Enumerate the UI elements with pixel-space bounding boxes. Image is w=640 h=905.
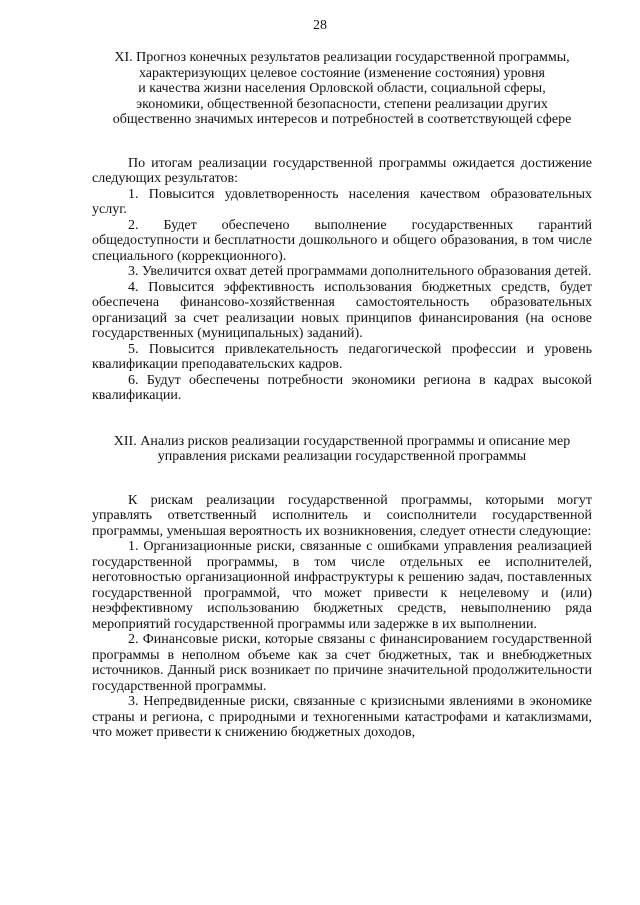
heading-line: XI. Прогноз конечных результатов реализации государственной программы, [114,50,570,65]
section-11-item-3: 3. Увеличится охват детей программами дополнительного образования детей. [128,264,592,279]
section-11-item-4: 4. Повысится эффективность использования бюджетных средств, будет обеспечена финансово-хозяйственная самостоятельность образовательных организаций за счет реализации новых принципов финансирования (на основе государственных (муниципальных) заданий). [92,279,592,341]
section-11-item-1: 1. Повысится удовлетворенность населения качеством образовательных услуг. [92,186,592,217]
section-11-intro: По итогам реализации государственной программы ожидается достижение следующих результатов: [92,155,592,186]
section-12-item-1: 1. Организационные риски, связанные с ошибками управления реализацией государственной программы, в том числе отдельных ее исполнителей, неготовностью организационной инфраструктуры к решению задач, поставленных государственной программой, что может привести к нецелевому и (или) неэффективному использованию бюджетных средств, невыполнению ряда мероприятий государственной программы или задержке в их выполнении. [92,539,592,632]
page-number: 28 [313,18,327,33]
section-12-heading [92,434,592,465]
section-11-item-6: 6. Будут обеспечены потребности экономики региона в кадрах высокой квалификации. [92,372,592,403]
section-12-item-3: 3. Непредвиденные риски, связанные с кризисными явлениями в экономике страны и региона, с природными и техногенными катастрофами и катаклизмами, что может привести к снижению бюджетных доходов, [92,694,592,740]
heading-line: и качества жизни населения Орловской области, социальной сферы, [138,81,546,96]
document-body [92,50,592,741]
heading-line: управления рисками реализации государственной программы [157,449,527,464]
section-12-intro: К рискам реализации государственной программы, которыми могут управлять ответственный исполнитель и соисполнители государственной программы, уменьшая вероятность их возникновения, следует отнести следующие: [92,492,592,539]
heading-line: XII. Анализ рисков реализации государственной программы и описание мер [113,433,571,449]
heading-line: характеризующих целевое состояние (изменение состояния) уровня [138,65,545,81]
section-11-item-2: 2. Будет обеспечено выполнение государственных гарантий общедоступности и бесплатности дошкольного и общего образования, в том числе специального (коррекционного). [92,217,592,264]
section-11-item-5: 5. Повысится привлекательность педагогической профессии и уровень квалификации преподавательских кадров. [92,341,592,372]
heading-line: экономики, общественной безопасности, степени реализации других [136,96,548,112]
heading-line: общественно значимых интересов и потребностей в соответствующей сфере [112,112,572,127]
section-11-heading [92,50,592,128]
section-12-item-2: 2. Финансовые риски, которые связаны с финансированием государственной программы в неполном объеме как за счет бюджетных, так и внебюджетных источников. Данный риск возникает по причине значительной продолжительности государственной программы. [92,632,592,694]
